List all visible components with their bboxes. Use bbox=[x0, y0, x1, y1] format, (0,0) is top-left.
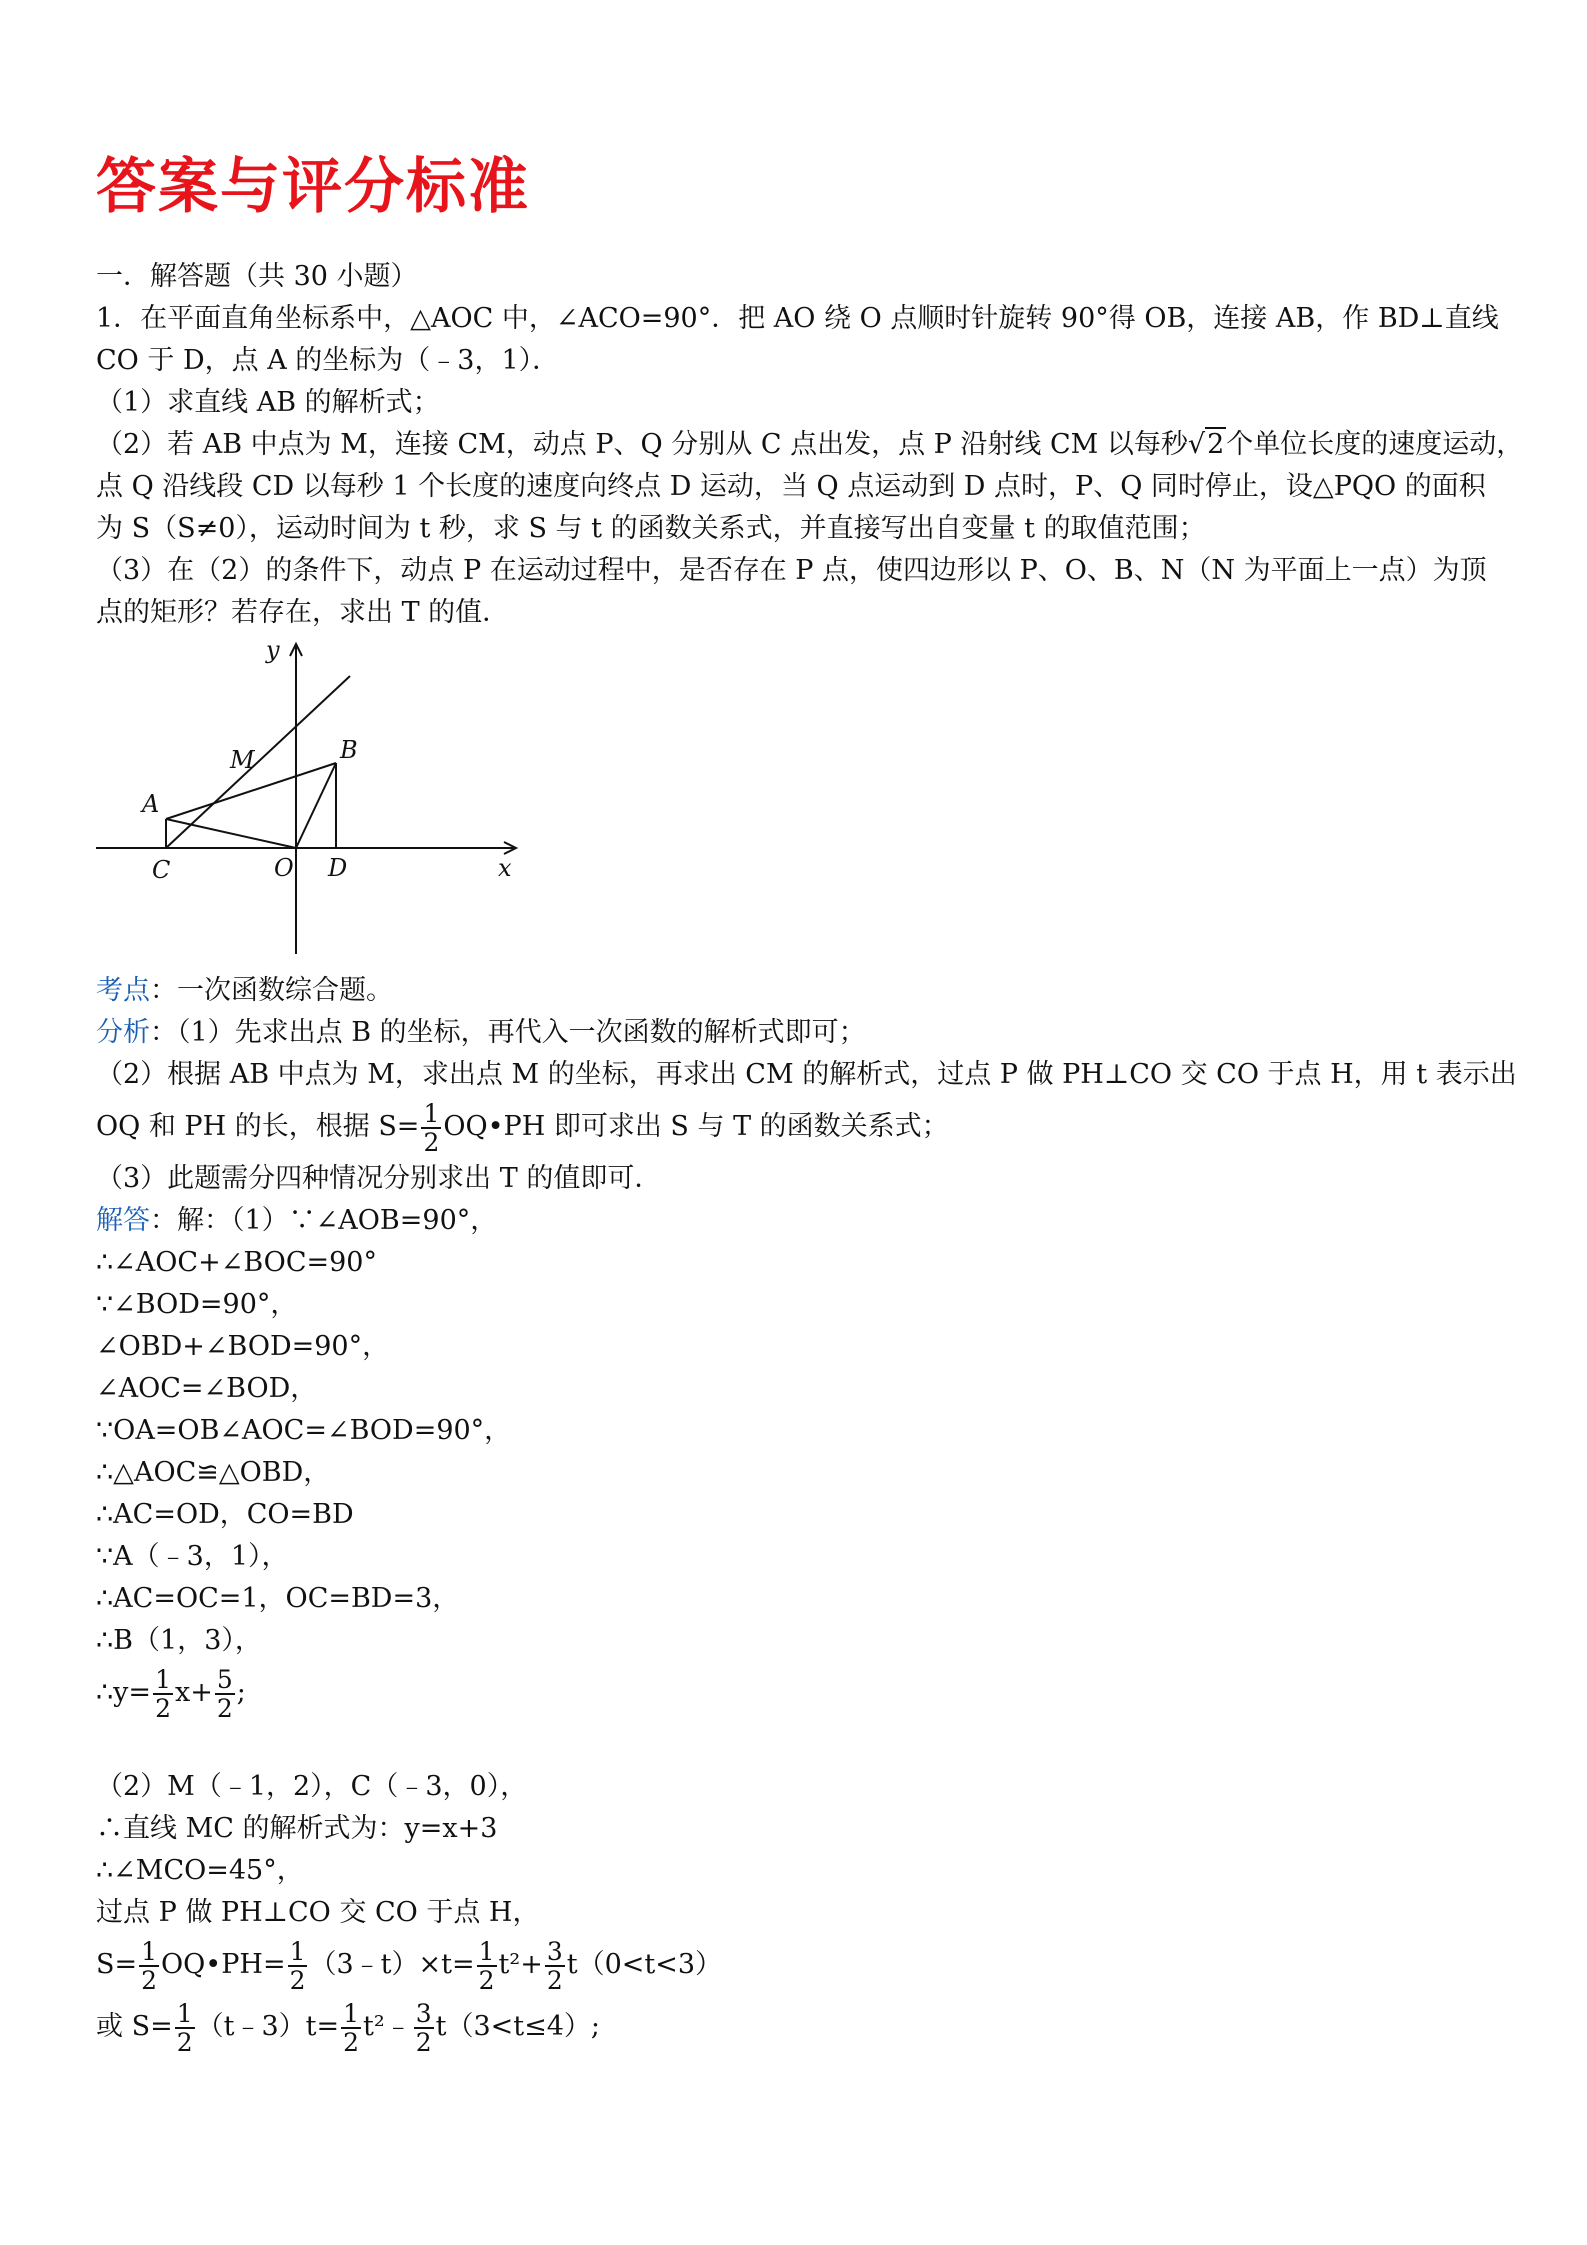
solution-line: ∴∠AOC+∠BOC=90° bbox=[96, 1247, 377, 1278]
label-c: C bbox=[152, 856, 171, 884]
numerator: 1 bbox=[343, 1998, 360, 2028]
label-b: B bbox=[340, 736, 358, 764]
label-d: D bbox=[328, 854, 348, 882]
solution-line: ∴∠MCO=45°， bbox=[96, 1855, 304, 1886]
fraction bbox=[288, 1938, 308, 1994]
equation-text: t²﹣ bbox=[363, 2011, 412, 2042]
fenxi-text: OQ•PH 即可求出 S 与 T 的函数关系式； bbox=[443, 1111, 949, 1142]
kaodian-text: ：一次函数综合题。 bbox=[150, 975, 393, 1006]
denominator: 2 bbox=[423, 1127, 440, 1157]
answer-page bbox=[96, 150, 1524, 2058]
coordinate-figure bbox=[96, 636, 536, 956]
question-2 bbox=[96, 424, 1524, 466]
line-cm bbox=[166, 676, 350, 848]
page-title: 答案与评分标准 bbox=[96, 152, 530, 222]
question-2: 点 Q 沿线段 CD 以每秒 1 个长度的速度向终点 D 运动，当 Q 点运动到 D 点时，P、Q 同时停止，设△PQO 的面积 bbox=[96, 471, 1486, 502]
equation-text: OQ•PH= bbox=[161, 1949, 286, 1980]
fraction bbox=[477, 1938, 497, 1994]
equation-text: x+ bbox=[174, 1677, 213, 1708]
denominator: 2 bbox=[546, 1965, 563, 1995]
kaodian-label: 考点 bbox=[96, 975, 150, 1006]
equation-text: t（3<t≤4）; bbox=[435, 2011, 601, 2042]
fraction bbox=[421, 1100, 441, 1156]
section-heading: 一．解答题（共 30 小题） bbox=[96, 261, 418, 292]
problem-text: CO 于 D，点 A 的坐标为（﹣3，1）． bbox=[96, 345, 560, 376]
question-2: 为 S（S≠0），运动时间为 t 秒，求 S 与 t 的函数关系式，并直接写出自变量 t 的取值范围； bbox=[96, 513, 1206, 544]
jieda-line bbox=[96, 1200, 1496, 1242]
denominator: 2 bbox=[155, 1693, 171, 1723]
fraction bbox=[545, 1938, 565, 1994]
fraction bbox=[175, 2000, 195, 2056]
numerator: 1 bbox=[289, 1936, 306, 1966]
label-m: M bbox=[230, 746, 255, 774]
fenxi-text: ：（1）先求出点 B 的坐标，再代入一次函数的解析式即可； bbox=[150, 1017, 866, 1048]
label-y: y bbox=[266, 636, 280, 664]
numerator: 1 bbox=[176, 1998, 193, 2028]
problem-text: 1．在平面直角坐标系中，△AOC 中，∠ACO=90°．把 AO 绕 O 点顺时针旋转 90°得 OB，连接 AB，作 BD⊥直线 bbox=[96, 303, 1499, 334]
equation-text: t（0<t<3） bbox=[566, 1949, 723, 1980]
equation-line bbox=[96, 1934, 1496, 1996]
label-x: x bbox=[498, 854, 512, 882]
equation-line bbox=[96, 1662, 1496, 1724]
spacer bbox=[96, 1724, 1496, 1766]
numerator: 3 bbox=[546, 1936, 563, 1966]
solution-line: 过点 P 做 PH⊥CO 交 CO 于点 H， bbox=[96, 1897, 540, 1928]
fraction bbox=[153, 1666, 173, 1722]
equation-text: ∴y= bbox=[96, 1677, 152, 1708]
segment-ob bbox=[296, 763, 336, 848]
question-3: 点的矩形？若存在，求出 T 的值． bbox=[96, 597, 510, 628]
fenxi-line: （2）根据 AB 中点为 M，求出点 M 的坐标，再求出 CM 的解析式，过点 P 做 PH⊥CO 交 CO 于点 H，用 t 表示出 bbox=[96, 1059, 1517, 1090]
sqrt-symbol: √2 bbox=[1187, 429, 1225, 460]
solution-line: ∠OBD+∠BOD=90°， bbox=[96, 1331, 390, 1362]
question-2-text: 个单位长度的速度运动， bbox=[1226, 429, 1524, 460]
equation-text: （t﹣3）t= bbox=[196, 2011, 340, 2042]
solution-steps bbox=[96, 1242, 1496, 1662]
solution-line: ∴△AOC≌△OBD， bbox=[96, 1457, 331, 1488]
numerator: 3 bbox=[415, 1998, 432, 2028]
denominator: 2 bbox=[176, 2027, 193, 2057]
fraction bbox=[414, 2000, 434, 2056]
denominator: 2 bbox=[289, 1965, 306, 1995]
jieda-text: ：解：（1）∵∠AOB=90°， bbox=[150, 1205, 498, 1236]
kaodian-line bbox=[96, 970, 1496, 1012]
label-a: A bbox=[142, 790, 160, 818]
question-3: （3）在（2）的条件下，动点 P 在运动过程中，是否存在 P 点，使四边形以 P、O、B、N（N 为平面上一点）为顶 bbox=[96, 555, 1487, 586]
numerator: 1 bbox=[478, 1936, 495, 1966]
fenxi-label: 分析 bbox=[96, 1017, 150, 1048]
fenxi-text: OQ 和 PH 的长，根据 S= bbox=[96, 1111, 420, 1142]
numerator: 5 bbox=[216, 1664, 233, 1694]
equation-text: S= bbox=[96, 1949, 138, 1980]
denominator: 2 bbox=[343, 2027, 360, 2057]
equation-text: t²+ bbox=[498, 1949, 543, 1980]
solution-line: ∴AC=OC=1，OC=BD=3， bbox=[96, 1583, 460, 1614]
fraction bbox=[139, 1938, 159, 1994]
fenxi-line bbox=[96, 1096, 1496, 1158]
fraction bbox=[215, 1666, 235, 1722]
denominator: 2 bbox=[141, 1965, 158, 1995]
solution-line: ∠AOC=∠BOD， bbox=[96, 1373, 318, 1404]
question-2-text: （2）若 AB 中点为 M，连接 CM，动点 P、Q 分别从 C 点出发，点 P 沿射线 CM 以每秒 bbox=[96, 429, 1188, 460]
segment-ao bbox=[166, 819, 296, 848]
fraction bbox=[341, 2000, 361, 2056]
solution-line: ∴AC=OD，CO=BD bbox=[96, 1499, 354, 1530]
jieda-label: 解答 bbox=[96, 1205, 150, 1236]
solution-line: ∵∠BOD=90°， bbox=[96, 1289, 298, 1320]
equation-text: 或 S= bbox=[96, 2011, 173, 2042]
fenxi-line: （3）此题需分四种情况分别求出 T 的值即可． bbox=[96, 1163, 662, 1194]
sqrt-radicand: 2 bbox=[1207, 429, 1225, 460]
solution-line: （2）M（﹣1，2），C（﹣3，0）， bbox=[96, 1771, 528, 1802]
denominator: 2 bbox=[478, 1965, 495, 1995]
numerator: 1 bbox=[141, 1936, 158, 1966]
equation-line bbox=[96, 1996, 1496, 2058]
fenxi-line bbox=[96, 1012, 1496, 1054]
question-1: （1）求直线 AB 的解析式； bbox=[96, 387, 440, 418]
solution-line: ∵OA=OB∠AOC=∠BOD=90°， bbox=[96, 1415, 512, 1446]
equation-text: （3﹣t）×t= bbox=[309, 1949, 475, 1980]
equation-text: ; bbox=[236, 1677, 246, 1708]
label-o: O bbox=[274, 854, 294, 882]
denominator: 2 bbox=[415, 2027, 432, 2057]
denominator: 2 bbox=[216, 1693, 233, 1723]
numerator: 1 bbox=[423, 1098, 440, 1128]
numerator: 1 bbox=[155, 1664, 171, 1694]
solution-line: ∴直线 MC 的解析式为：y=x+3 bbox=[96, 1813, 498, 1844]
solution-line: ∴B（1，3）， bbox=[96, 1625, 262, 1656]
solution-line: ∵A（﹣3，1）， bbox=[96, 1541, 289, 1572]
